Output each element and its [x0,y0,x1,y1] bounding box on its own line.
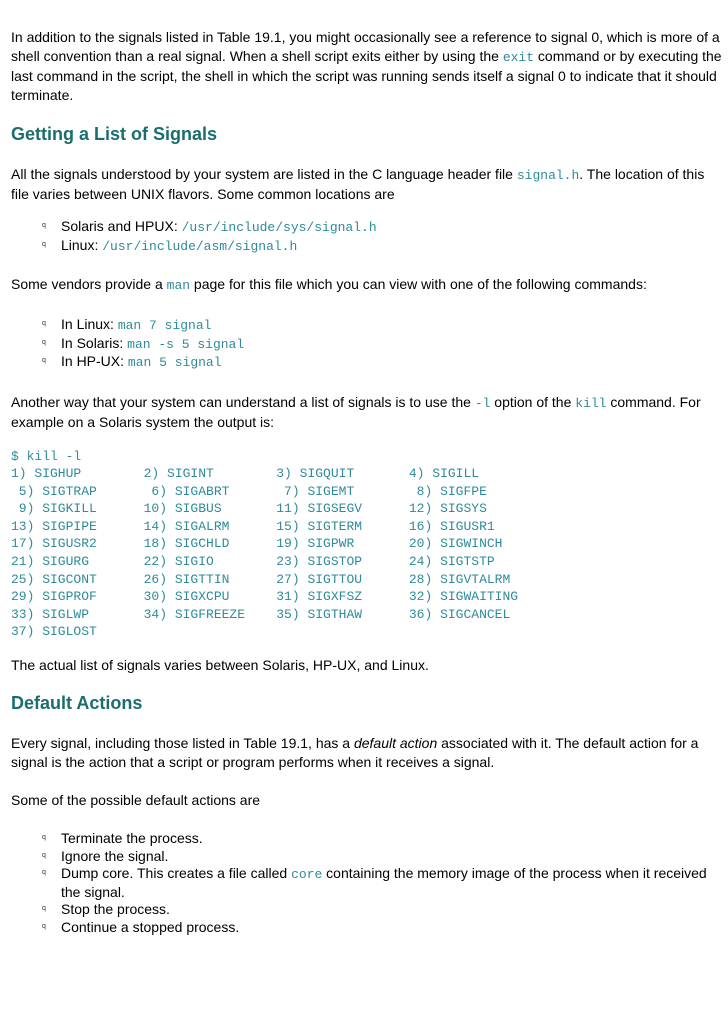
signal-header-paragraph [11,165,723,204]
list-item [42,353,723,372]
inline-code: man 5 signal [127,355,222,370]
paragraph-text: Every signal, including those listed in Table 19.1, has a [11,735,354,752]
inline-code: exit [502,50,535,65]
list-item [42,334,723,354]
inline-code: man [166,278,191,293]
paragraph-text: page for this file which you can view with one of the following commands: [190,276,647,292]
listing-line: 1) SIGHUP 2) SIGINT 3) SIGQUIT 4) SIGILL [11,466,480,482]
inline-code: kill [575,395,607,411]
inline-code: man -s 5 signal [127,336,245,352]
list-item-label: Solaris and HPUX: [61,218,182,234]
listing-line: 17) SIGUSR2 18) SIGCHLD 19) SIGPWR 20) SIGWINCH [11,536,503,552]
paragraph-text: Some vendors provide a [11,276,167,292]
paragraph-text: associated with it. The default action for a signal is the action that a script or program performs when it receives a signal. [11,735,699,771]
command-list [11,316,723,372]
listing-line: 29) SIGPROF 30) SIGXCPU 31) SIGXFSZ 32) SIGWAITING [11,589,519,605]
list-item-label: In HP-UX: [61,353,128,369]
list-item-label: In Linux: [61,316,118,332]
listing-line: 21) SIGURG 22) SIGIO 23) SIGSTOP 24) SIGTSTP [11,554,495,570]
list-item [42,236,723,256]
inline-code: /usr/include/sys/signal.h [181,220,377,235]
location-list [11,218,723,255]
listing-line: 9) SIGKILL 10) SIGBUS 11) SIGSEGV 12) SIGSYS [11,501,487,517]
inline-code: man 7 signal [117,318,212,333]
listing-line: 5) SIGTRAP 6) SIGABRT 7) SIGEMT 8) SIGFPE [11,483,487,499]
list-item [42,316,723,335]
bullet-icon: q [42,905,46,913]
bullet-icon: q [42,357,46,364]
list-item-label: Dump core. This creates a file called [61,865,292,882]
section-heading-default-actions: Default Actions [11,693,143,714]
paragraph-text: . The location of this file varies between UNIX flavors. Some common locations are [11,166,705,202]
list-item [42,847,723,866]
inline-code: signal.h [516,168,580,183]
kill-listing [11,448,723,642]
bullet-icon: q [42,338,46,346]
list-item [42,918,723,937]
paragraph-text: All the signals understood by your system are listed in the C language header file [11,166,517,182]
bullet-icon: q [42,922,46,930]
document-page [11,28,723,936]
paragraph-text: option of the [490,393,576,410]
listing-line: $ kill -l [11,448,82,464]
bullet-icon: q [42,222,46,229]
list-item [42,218,723,237]
list-item [42,901,723,919]
listing-line: 25) SIGCONT 26) SIGTTIN 27) SIGTTOU 28) SIGVTALRM [11,571,511,587]
list-item [42,865,723,901]
emphasis-text: default action [353,735,438,752]
list-item-label: Terminate the process. [61,830,203,847]
paragraph-text: command. For example on a Solaris system the output is: [11,393,701,430]
action-list [11,830,723,936]
intro-text: In addition to the signals listed in Table 19.1, you might occasionally see a reference to signal 0, which is more of a shell convention than a real signal. When a shell script exits either by using the [11,29,720,64]
list-item-label: containing the memory image of the process when it received the signal. [61,865,707,900]
listing-line: 13) SIGPIPE 14) SIGALRM 15) SIGTERM 16) SIGUSR1 [11,518,495,534]
bullet-icon: q [42,240,46,248]
inline-code: -l [474,395,491,411]
bullet-icon: q [42,851,46,859]
list-item-label: Ignore the signal. [61,847,169,864]
possible-actions-paragraph: Some of the possible default actions are [11,792,261,809]
listing-line: 33) SIGLWP 34) SIGFREEZE 35) SIGTHAW 36) SIGCANCEL [11,606,511,622]
intro-paragraph [11,28,723,105]
variation-paragraph: The actual list of signals varies between Solaris, HP-UX, and Linux. [11,657,429,674]
inline-code: core [291,867,323,883]
list-item-label: Stop the process. [61,901,170,918]
default-action-paragraph [11,734,723,772]
paragraph-text: Another way that your system can understand a list of signals is to use the [11,393,475,410]
intro-text: command or by executing the last command in the script, the shell in which the script was running sends itself a signal 0 to indicate that it should terminate. [11,48,722,103]
section-heading-signal-list: Getting a List of Signals [11,124,218,144]
list-item [42,830,723,848]
listing-line: 37) SIGLOST [11,624,97,640]
list-item-label: In Solaris: [61,334,128,351]
bullet-icon: q [42,869,46,877]
list-item-label: Linux: [61,236,103,253]
bullet-icon: q [42,320,46,327]
bullet-icon: q [42,834,46,842]
kill-option-paragraph [11,393,723,432]
man-page-paragraph [11,275,723,295]
list-item-label: Continue a stopped process. [61,918,240,935]
inline-code: /usr/include/asm/signal.h [102,238,298,254]
